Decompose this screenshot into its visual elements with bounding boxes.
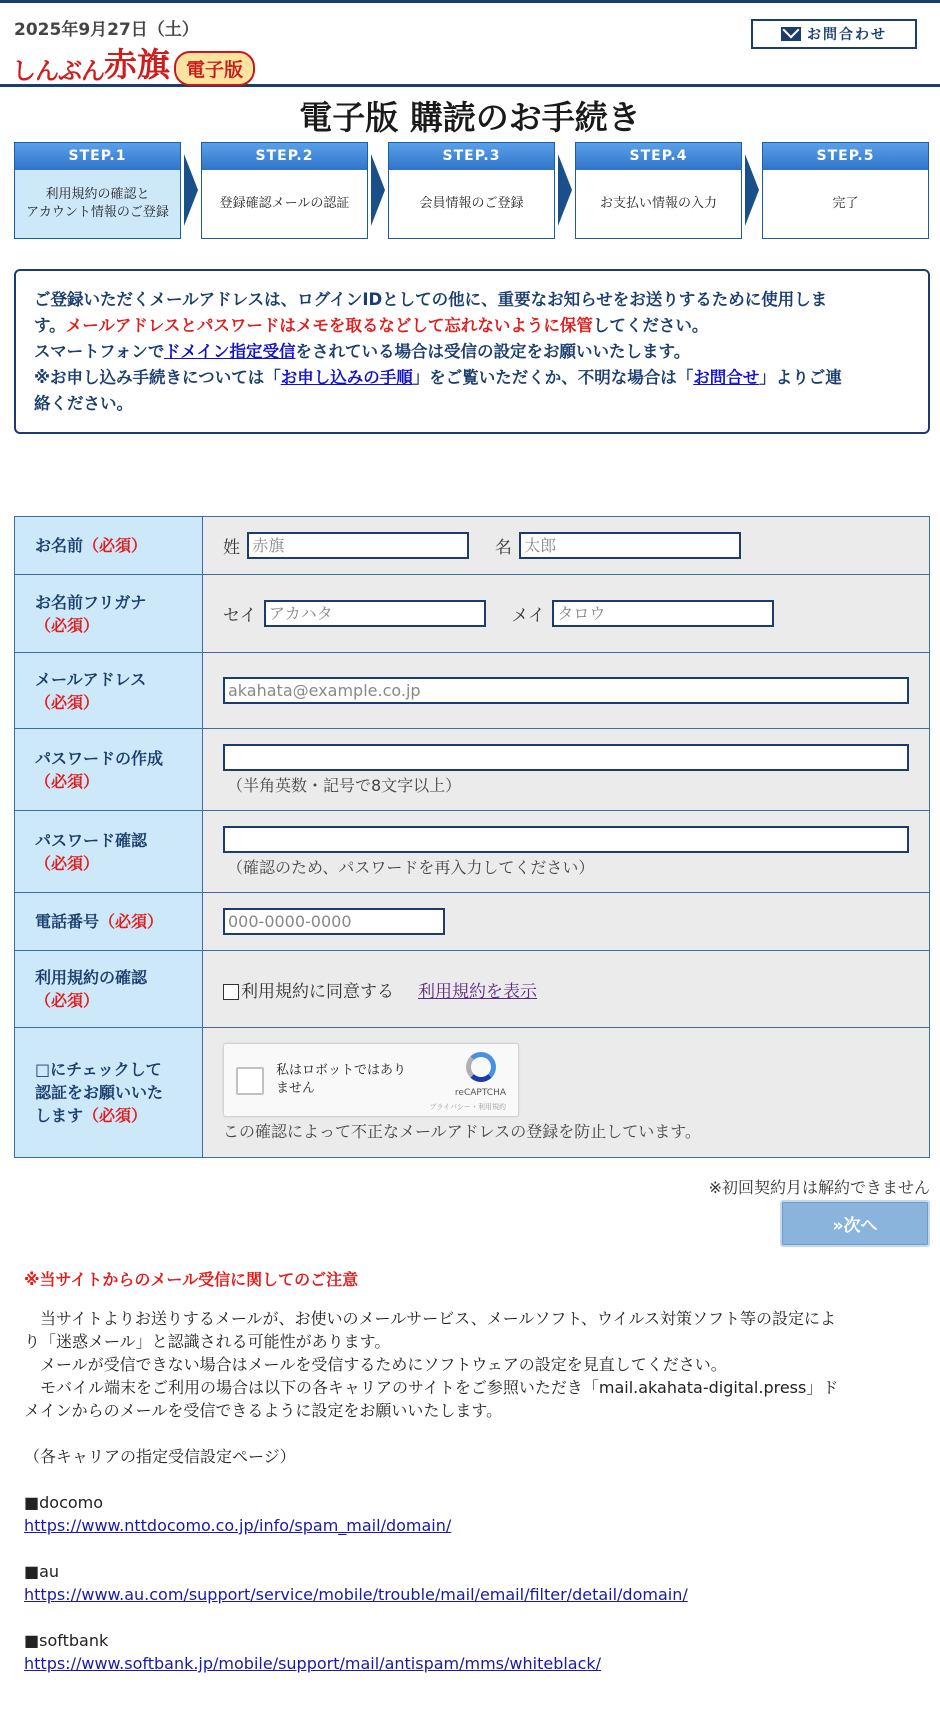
spacer (24, 1606, 924, 1629)
spacer (24, 1422, 924, 1445)
step-arrow-icon (371, 154, 385, 226)
recaptcha-widget (223, 1043, 519, 1117)
email-fields (203, 653, 930, 729)
required-mark: （必須） (35, 771, 100, 791)
carrier-docomo-name: ■docomo (24, 1493, 104, 1512)
recaptcha-checkbox[interactable] (236, 1067, 264, 1095)
captcha-label-text: します (35, 1106, 84, 1125)
kana-fields (203, 575, 930, 653)
notice-text: をされている場合は受信の設定をお願いいたします。 (295, 342, 691, 361)
kana-label (15, 575, 203, 653)
step-3 (388, 142, 555, 239)
name-label-text: お名前 (35, 536, 84, 555)
form-row-password (15, 729, 930, 811)
required-mark: （必須） (83, 1106, 148, 1125)
step-2 (201, 142, 368, 239)
site-header (0, 3, 940, 87)
last-name-prefix: 姓 (223, 538, 240, 558)
spacer (24, 1468, 924, 1491)
caution-paragraph: モバイル端末をご利用の場合は以下の各キャリアのサイトをご参照いただき「mail.akahata-digital.press」ド (40, 1378, 839, 1397)
captcha-label-text: □にチェックして (35, 1060, 162, 1079)
notice-warning: メールアドレスとパスワードはメモを取るなどして忘れないように保管 (65, 316, 593, 335)
last-name-input[interactable]: 赤旗 (247, 532, 469, 559)
notice-text: してください。 (592, 316, 709, 335)
caution-paragraph: メールが受信できない場合はメールを受信するためにソフトウェアの設定を見直してください。 (40, 1355, 727, 1374)
password-confirm-input[interactable] (223, 826, 909, 853)
step-2-head: STEP.2 (202, 143, 367, 170)
first-name-input[interactable]: 太郎 (519, 532, 741, 559)
step-arrow-icon (558, 154, 572, 226)
step-4-head: STEP.4 (576, 143, 741, 170)
password-fields (203, 729, 930, 811)
tos-agree-checkbox[interactable] (223, 984, 239, 1000)
step-5 (762, 142, 929, 239)
carrier-au-link[interactable]: https://www.au.com/support/service/mobile/trouble/mail/email/filter/detail/domain/ (24, 1585, 688, 1604)
registration-notice (14, 269, 930, 434)
step-3-head: STEP.3 (389, 143, 554, 170)
show-tos-link[interactable]: 利用規約を表示 (418, 981, 537, 1002)
step-5-head: STEP.5 (763, 143, 928, 170)
contact-link[interactable]: お問合せ (693, 368, 760, 387)
step-2-body: 登録確認メールの認証 (219, 196, 350, 211)
password-confirm-hint: （確認のため、パスワードを再入力してください） (227, 857, 595, 877)
caution-paragraph-cont: メインからのメールを受信できるように設定をお願いいたします。 (24, 1401, 503, 1420)
step-arrow-icon (184, 154, 198, 226)
step-arrow-icon (745, 154, 759, 226)
form-row-kana (15, 575, 930, 653)
required-mark: （必須） (99, 912, 164, 931)
notice-line-1: ご登録いただくメールアドレスは、ログインIDとしての他に、重要なお知らせをお送りするために使用しま (34, 290, 828, 309)
step-progress (14, 142, 931, 239)
carrier-docomo-link[interactable]: https://www.nttdocomo.co.jp/info/spam_mail/domain/ (24, 1516, 452, 1535)
required-mark: （必須） (35, 853, 100, 873)
tos-label-text: 利用規約の確認 (35, 968, 148, 987)
notice-line-2 (34, 313, 910, 339)
required-mark: （必須） (35, 615, 100, 635)
recaptcha-text (276, 1062, 406, 1098)
carrier-softbank-link[interactable]: https://www.softbank.jp/mobile/support/mail/antispam/mms/whiteblack/ (24, 1654, 602, 1673)
phone-input[interactable]: 000-0000-0000 (223, 908, 445, 935)
kana-first-name-input[interactable]: タロウ (552, 600, 774, 627)
caution-title: ※当サイトからのメール受信に関してのご注意 (24, 1270, 359, 1289)
kana-last-prefix: セイ (223, 606, 257, 626)
captcha-fields (203, 1028, 930, 1158)
contact-button-label: お問合わせ (807, 27, 887, 43)
password-label-text: パスワードの作成 (35, 748, 164, 768)
logo-badge-digital: 電子版 (174, 51, 255, 86)
notice-text: 」をご覧いただくか、不明な場合は「 (412, 368, 694, 387)
step-1-head: STEP.1 (15, 143, 180, 170)
tos-fields (203, 951, 930, 1028)
required-mark: （必須） (83, 536, 148, 555)
recaptcha-brand: reCAPTCHA (454, 1088, 506, 1098)
form-row-phone (15, 893, 930, 951)
spacer (24, 1537, 924, 1560)
site-logo[interactable] (12, 39, 255, 85)
notice-text: スマートフォンで (34, 342, 165, 361)
password-confirm-label-text: パスワード確認 (35, 830, 148, 850)
kana-last-name-input[interactable]: アカハタ (264, 600, 486, 627)
password-label (15, 729, 203, 811)
step-1-body (15, 170, 180, 238)
kana-first-prefix: メイ (511, 606, 545, 626)
domain-receive-link[interactable]: ドメイン指定受信 (164, 342, 296, 361)
page-title: 電子版 購読のお手続き (299, 98, 641, 137)
step-4 (575, 142, 742, 239)
name-fields (203, 517, 930, 575)
caution-paragraph (24, 1307, 924, 1330)
form-row-email (15, 653, 930, 729)
first-name-prefix: 名 (494, 538, 512, 558)
notice-text: 」よりご連 (759, 368, 842, 387)
step-1-line-2: アカウント情報のご登録 (26, 205, 169, 220)
recaptcha-logo-icon (466, 1052, 496, 1082)
caution-paragraph-cont: り「迷惑メール」と認識される可能性があります。 (24, 1332, 391, 1351)
captcha-note: この確認によって不正なメールアドレスの登録を防止しています。 (223, 1122, 701, 1141)
password-confirm-fields (203, 811, 930, 893)
form-row-name (15, 517, 930, 575)
phone-fields (203, 893, 930, 951)
carrier-heading: （各キャリアの指定受信設定ページ） (24, 1447, 296, 1466)
captcha-label-text: 認証をお願いいた (35, 1083, 164, 1102)
recaptcha-privacy-links[interactable]: プライバシー・利用規約 (429, 1103, 506, 1111)
mail-icon (781, 27, 801, 41)
carrier-softbank-name: ■softbank (24, 1631, 109, 1650)
captcha-label (15, 1028, 203, 1158)
form-row-password-confirm (15, 811, 930, 893)
email-input[interactable]: akahata@example.co.jp (223, 677, 909, 704)
recaptcha-text-line: ません (276, 1081, 316, 1096)
notice-text: す。 (34, 316, 66, 335)
tos-label (15, 951, 203, 1028)
recaptcha-text-line: 私はロボットではあり (276, 1063, 407, 1078)
carrier-au-name: ■au (24, 1562, 60, 1581)
phone-label (15, 893, 203, 951)
kana-label-text: お名前フリガナ (35, 592, 147, 612)
next-button[interactable]: »次へ (780, 1200, 930, 1247)
current-date: 2025年9月27日（土） (14, 20, 199, 40)
step-1 (14, 142, 181, 239)
notice-text: ※お申し込み手続きについては「 (34, 368, 281, 387)
application-steps-link[interactable]: お申し込みの手順 (280, 368, 413, 387)
form-row-captcha (15, 1028, 930, 1158)
required-mark: （必須） (35, 692, 100, 712)
step-5-body: 完了 (832, 196, 859, 211)
logo-text-shinbun: しんぶん (12, 57, 104, 85)
logo-text-akahata: 赤旗 (104, 45, 170, 84)
password-hint: （半角英数・記号で8文字以上） (227, 775, 462, 795)
contract-note: ※初回契約月は解約できません (708, 1178, 930, 1197)
tos-agree-label[interactable]: 利用規約に同意する (241, 981, 394, 1002)
contact-button[interactable] (751, 19, 917, 49)
notice-line-4 (34, 365, 910, 391)
phone-label-text: 電話番号 (35, 912, 100, 931)
password-input[interactable] (223, 744, 909, 771)
step-1-line-1: 利用規約の確認と (45, 187, 150, 202)
step-3-body: 会員情報のご登録 (419, 196, 524, 211)
registration-form (14, 516, 930, 1158)
caution-text: 当サイトよりお送りするメールが、お使いのメールサービス、メールソフト、ウイルス対策ソフト等の設定によ (40, 1309, 837, 1328)
notice-line-3 (34, 339, 910, 365)
password-confirm-label (15, 811, 203, 893)
notice-line-5: 絡ください。 (34, 394, 133, 413)
step-4-body: お支払い情報の入力 (599, 196, 717, 211)
required-mark: （必須） (35, 991, 100, 1010)
form-row-tos (15, 951, 930, 1028)
name-label (15, 517, 203, 575)
email-label-text: メールアドレス (35, 669, 147, 689)
email-label (15, 653, 203, 729)
caution-body (24, 1307, 924, 1675)
